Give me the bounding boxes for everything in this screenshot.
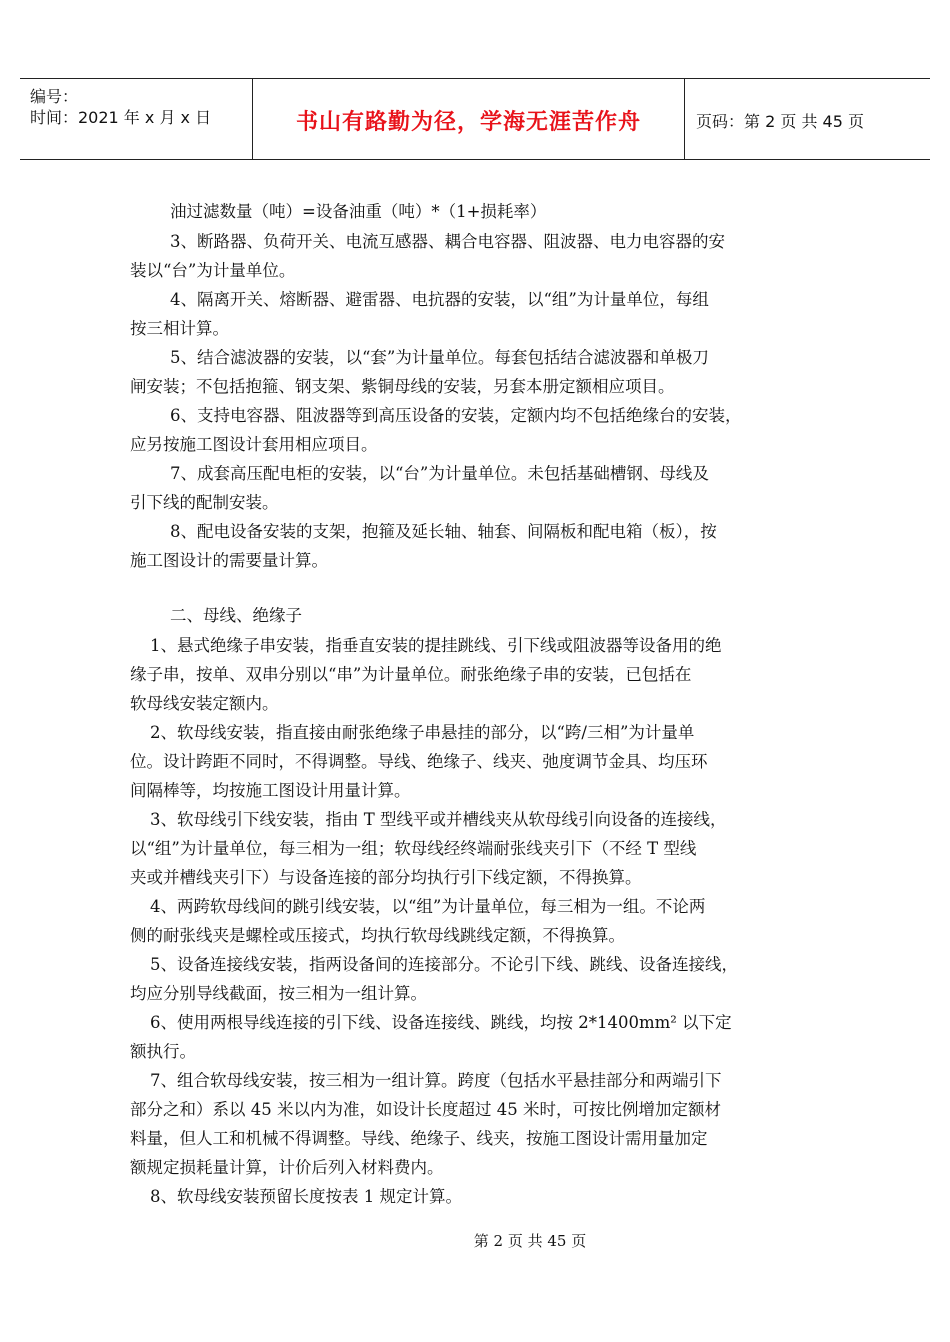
section-heading: 二、母线、绝缘子 (170, 606, 302, 625)
body-line: 装以“台”为计量单位。 (130, 261, 296, 280)
body-line: 6、支持电容器、阻波器等到高压设备的安装，定额内均不包括绝缘台的安装， (170, 406, 742, 425)
body-line: 8、配电设备安装的支架，抱箍及延长轴、轴套、间隔板和配电箱（板），按 (170, 522, 717, 541)
body-line: 缘子串，按单、双串分别以“串”为计量单位。耐张绝缘子串的安装，已包括在 (130, 665, 692, 684)
body-line: 6、使用两根导线连接的引下线、设备连接线、跳线，均按 2*1400mm² 以下定 (150, 1013, 732, 1032)
body-line: 5、设备连接线安装，指两设备间的连接部分。不论引下线、跳线、设备连接线， (150, 955, 738, 974)
body-line: 3、软母线引下线安装，指由 T 型线平或并槽线夹从软母线引向设备的连接线， (150, 810, 727, 829)
header-motto-cell (252, 79, 685, 159)
body-line: 4、两跨软母线间的跳引线安装，以“组”为计量单位，每三相为一组。不论两 (150, 897, 706, 916)
header-right-cell (684, 79, 930, 159)
page-footer: 第 2 页 共 45 页 (473, 1232, 587, 1250)
body-line: 位。设计跨距不同时，不得调整。导线、绝缘子、线夹、弛度调节金具、均压环 (130, 752, 708, 771)
body-line: 闸安装；不包括抱箍、钢支架、紫铜母线的安装，另套本册定额相应项目。 (130, 377, 675, 396)
body-line: 5、结合滤波器的安装，以“套”为计量单位。每套包括结合滤波器和单极刀 (170, 348, 709, 367)
body-line: 夹或并槽线夹引下）与设备连接的部分均执行引下线定额，不得换算。 (130, 868, 642, 887)
body-line: 按三相计算。 (130, 319, 229, 338)
body-line: 部分之和）系以 45 米以内为准，如设计长度超过 45 米时，可按比例增加定额材 (130, 1100, 721, 1119)
header-table (20, 78, 930, 160)
body-line: 2、软母线安装，指直接由耐张绝缘子串悬挂的部分，以“跨/三相”为计量单 (150, 723, 695, 742)
body-line: 油过滤数量（吨）=设备油重（吨）*（1+损耗率） (170, 202, 547, 221)
body-line: 3、断路器、负荷开关、电流互感器、耦合电容器、阻波器、电力电容器的安 (170, 232, 725, 251)
doc-time-label: 时间：2021 年 x 月 x 日 (30, 108, 212, 127)
header-left-cell (20, 79, 252, 159)
body-line: 软母线安装定额内。 (130, 694, 279, 713)
body-line: 均应分别导线截面，按三相为一组计算。 (130, 984, 427, 1003)
body-line: 引下线的配制安装。 (130, 493, 279, 512)
body-line: 侧的耐张线夹是螺栓或压接式，均执行软母线跳线定额，不得换算。 (130, 926, 625, 945)
body-line: 4、隔离开关、熔断器、避雷器、电抗器的安装，以“组”为计量单位，每组 (170, 290, 709, 309)
body-line: 料量，但人工和机械不得调整。导线、绝缘子、线夹，按施工图设计需用量加定 (130, 1129, 708, 1148)
body-line: 额规定损耗量计算，计价后列入材料费内。 (130, 1158, 444, 1177)
body-line: 间隔棒等，均按施工图设计用量计算。 (130, 781, 411, 800)
page-code-label: 页码：第 2 页 共 45 页 (696, 112, 864, 131)
body-line: 额执行。 (130, 1042, 196, 1061)
body-line: 以“组”为计量单位，每三相为一组；软母线经终端耐张线夹引下（不经 T 型线 (130, 839, 697, 858)
body-line: 7、成套高压配电柜的安装，以“台”为计量单位。未包括基础槽钢、母线及 (170, 464, 709, 483)
body-line: 应另按施工图设计套用相应项目。 (130, 435, 378, 454)
body-line: 8、软母线安装预留长度按表 1 规定计算。 (150, 1187, 462, 1206)
body-line: 施工图设计的需要量计算。 (130, 551, 328, 570)
body-line: 7、组合软母线安装，按三相为一组计算。跨度（包括水平悬挂部分和两端引下 (150, 1071, 722, 1090)
body-line: 1、悬式绝缘子串安装，指垂直安装的提挂跳线、引下线或阻波器等设备用的绝 (150, 636, 722, 655)
doc-number-label: 编号： (30, 87, 79, 106)
motto-text: 书山有路勤为径，学海无涯苦作舟 (295, 110, 641, 135)
